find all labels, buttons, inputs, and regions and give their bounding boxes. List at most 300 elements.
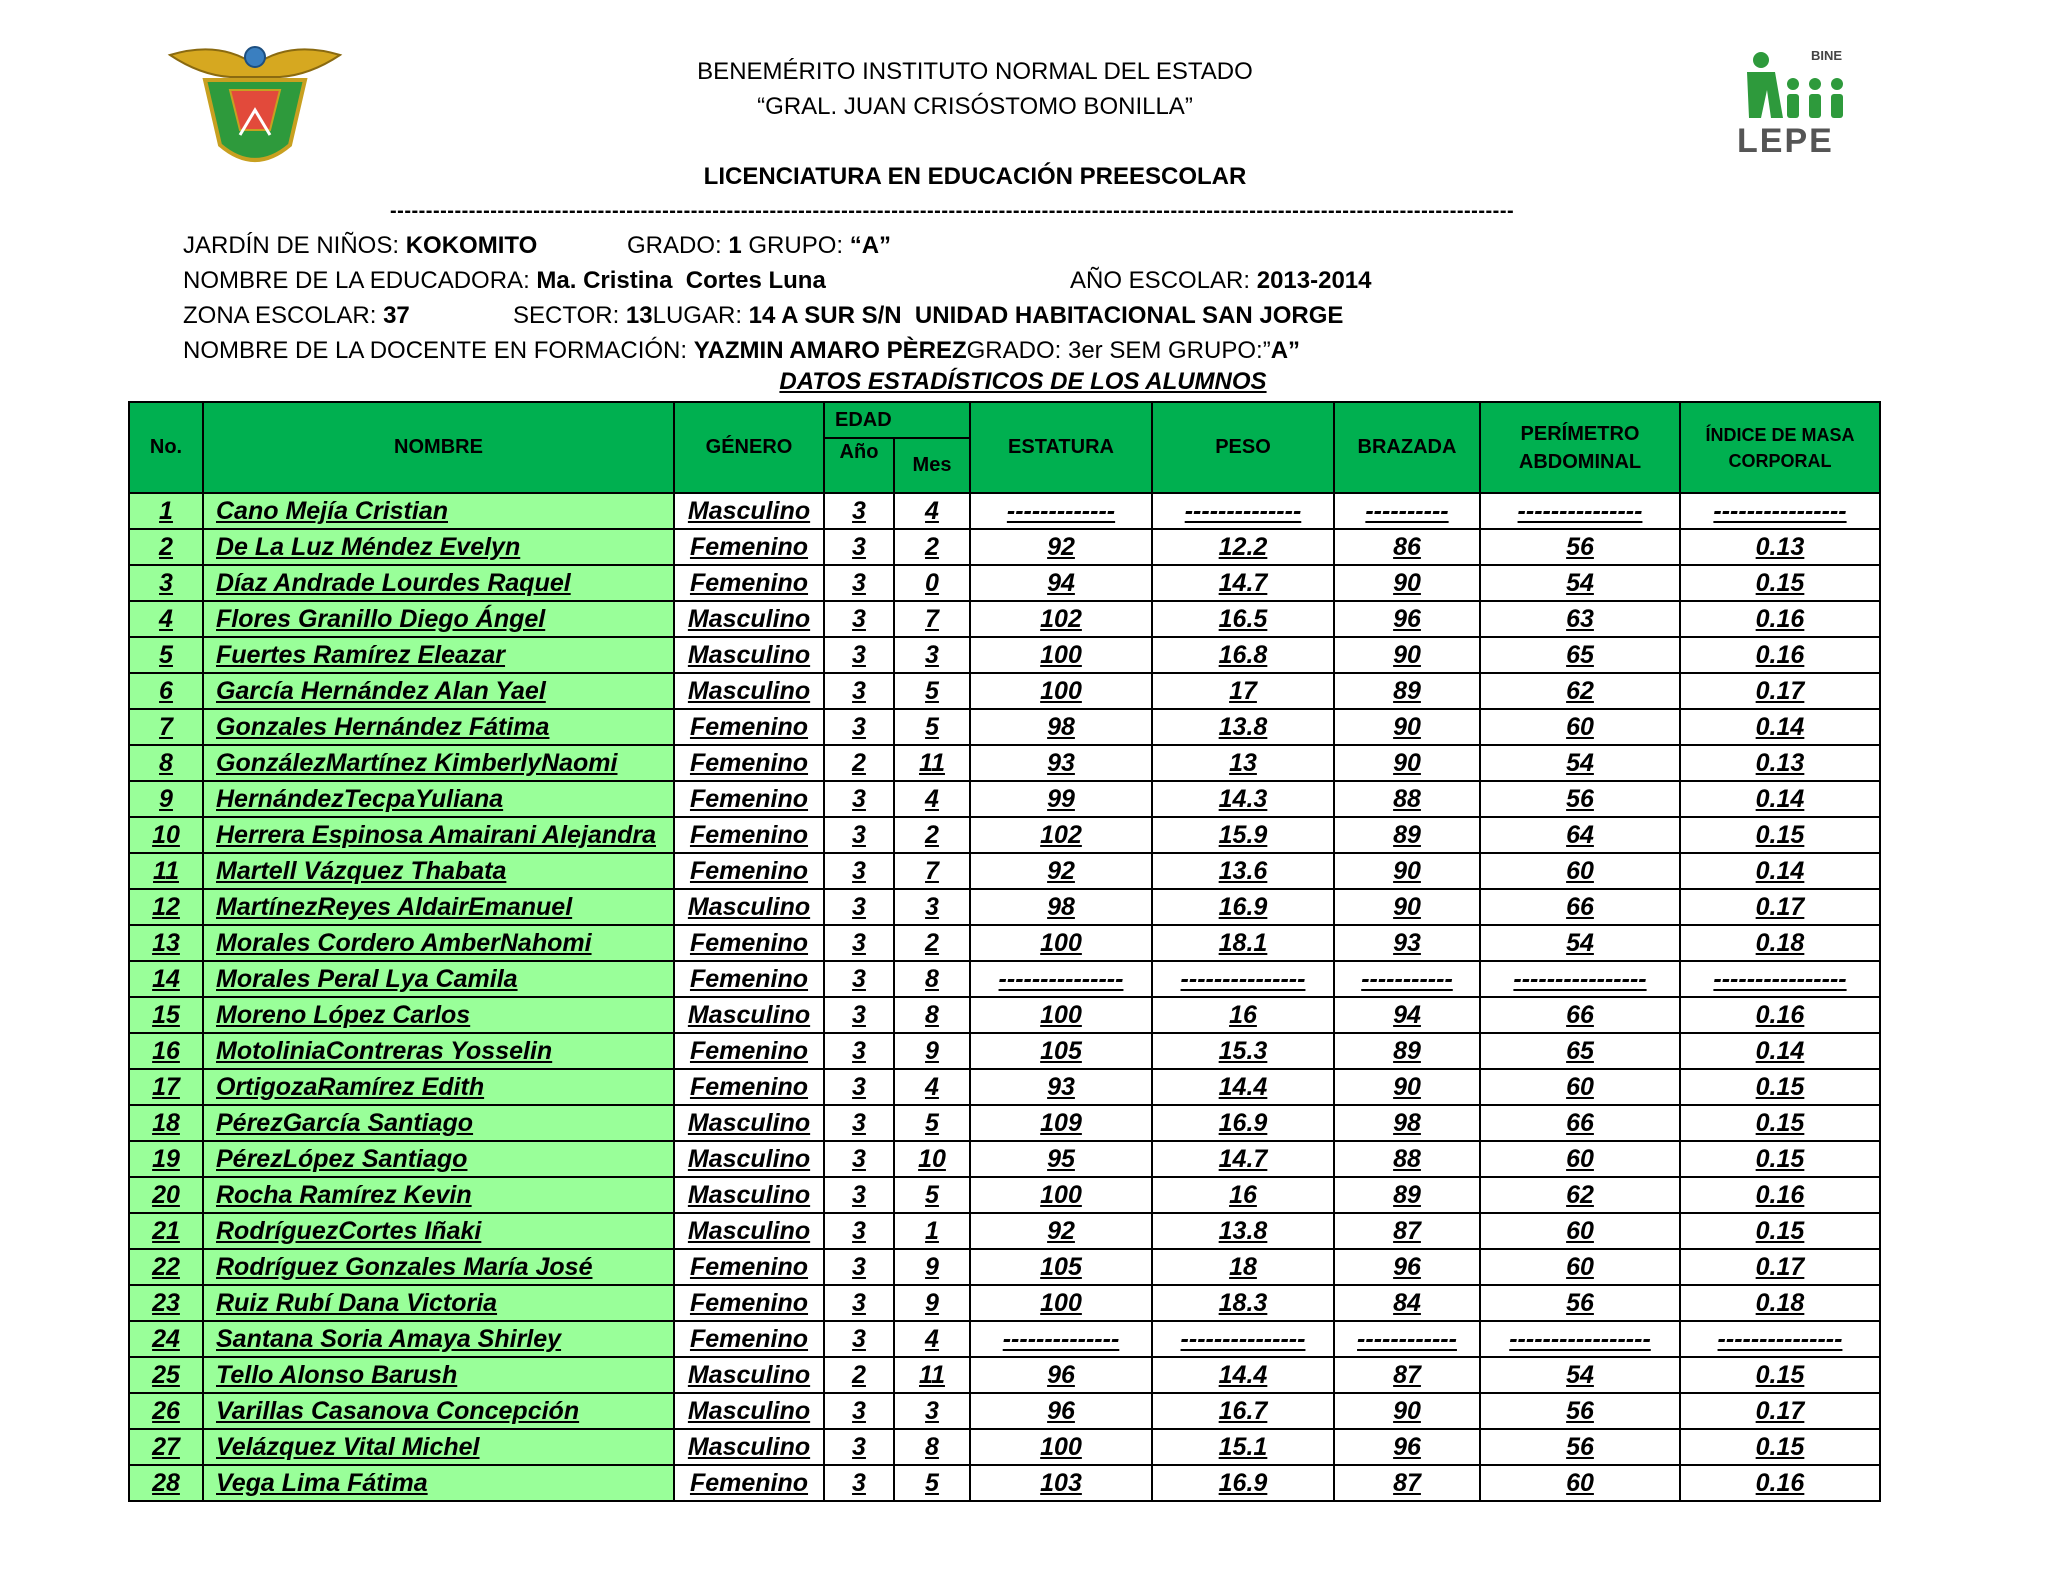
cell-peso: 15.9 [1152, 817, 1334, 853]
header-imc [1680, 402, 1880, 493]
cell-perimetro: 62 [1480, 1177, 1680, 1213]
cell-estatura: 105 [970, 1249, 1152, 1285]
cell-genero: Masculino [674, 1177, 824, 1213]
educadora-value: Ma. Cristina Cortes Luna [536, 267, 826, 294]
cell-anio: 3 [824, 925, 894, 961]
cell-estatura: ------------- [970, 493, 1152, 529]
cell-no: 4 [129, 601, 203, 637]
cell-perimetro: 60 [1480, 709, 1680, 745]
cell-mes: 7 [894, 601, 970, 637]
cell-estatura: 95 [970, 1141, 1152, 1177]
cell-anio: 3 [824, 781, 894, 817]
cell-perimetro: 60 [1480, 853, 1680, 889]
cell-imc: 0.15 [1680, 1141, 1880, 1177]
table-row [129, 673, 1880, 709]
cell-brazada: 88 [1334, 1141, 1480, 1177]
cell-mes: 5 [894, 1177, 970, 1213]
cell-nombre: Rodríguez Gonzales María José [203, 1249, 674, 1285]
cell-estatura: 100 [970, 925, 1152, 961]
cell-perimetro: 56 [1480, 1285, 1680, 1321]
cell-peso: 17 [1152, 673, 1334, 709]
cell-perimetro: 64 [1480, 817, 1680, 853]
info-line-kinder [183, 232, 537, 260]
lugar-label: LUGAR: [652, 302, 749, 329]
cell-peso: 16 [1152, 1177, 1334, 1213]
cell-anio: 3 [824, 565, 894, 601]
cell-peso: 14.4 [1152, 1069, 1334, 1105]
cell-no: 17 [129, 1069, 203, 1105]
cell-nombre: Flores Granillo Diego Ángel [203, 601, 674, 637]
students-table-body [129, 493, 1880, 1501]
cell-anio: 3 [824, 637, 894, 673]
header-nombre: NOMBRE [203, 402, 674, 493]
table-row [129, 1033, 1880, 1069]
cell-anio: 3 [824, 1141, 894, 1177]
cell-no: 23 [129, 1285, 203, 1321]
cell-brazada: 89 [1334, 1177, 1480, 1213]
info-line-anio [1070, 267, 1372, 295]
cell-peso: 13 [1152, 745, 1334, 781]
cell-mes: 11 [894, 745, 970, 781]
table-title: DATOS ESTADÍSTICOS DE LOS ALUMNOS [779, 368, 1267, 395]
cell-estatura: 105 [970, 1033, 1152, 1069]
cell-brazada: 87 [1334, 1213, 1480, 1249]
grupo-value: “A” [849, 232, 892, 259]
cell-brazada: 90 [1334, 1069, 1480, 1105]
cell-anio: 2 [824, 1357, 894, 1393]
zona-label: ZONA ESCOLAR: [183, 302, 384, 329]
cell-genero: Masculino [674, 1105, 824, 1141]
cell-no: 6 [129, 673, 203, 709]
cell-imc: 0.15 [1680, 1357, 1880, 1393]
cell-nombre: García Hernández Alan Yael [203, 673, 674, 709]
cell-imc: 0.18 [1680, 925, 1880, 961]
cell-no: 8 [129, 745, 203, 781]
cell-anio: 3 [824, 1213, 894, 1249]
cell-anio: 3 [824, 1321, 894, 1357]
cell-mes: 4 [894, 781, 970, 817]
cell-mes: 9 [894, 1249, 970, 1285]
table-row [129, 1321, 1880, 1357]
table-row [129, 1069, 1880, 1105]
cell-genero: Masculino [674, 673, 824, 709]
cell-imc: 0.15 [1680, 1213, 1880, 1249]
cell-peso: 18 [1152, 1249, 1334, 1285]
cell-genero: Femenino [674, 1069, 824, 1105]
cell-brazada: 89 [1334, 817, 1480, 853]
cell-anio: 3 [824, 601, 894, 637]
cell-nombre: Ruiz Rubí Dana Victoria [203, 1285, 674, 1321]
cell-anio: 3 [824, 1429, 894, 1465]
cell-nombre: Gonzales Hernández Fátima [203, 709, 674, 745]
institution-name: BENEMÉRITO INSTITUTO NORMAL DEL ESTADO [697, 58, 1253, 85]
cell-estatura: 93 [970, 745, 1152, 781]
cell-estatura: 92 [970, 1213, 1152, 1249]
table-row [129, 1141, 1880, 1177]
cell-imc: 0.14 [1680, 781, 1880, 817]
cell-brazada: 89 [1334, 1033, 1480, 1069]
cell-nombre: HernándezTecpaYuliana [203, 781, 674, 817]
cell-imc: 0.14 [1680, 709, 1880, 745]
cell-mes: 2 [894, 529, 970, 565]
cell-peso: 16.8 [1152, 637, 1334, 673]
cell-peso: 12.2 [1152, 529, 1334, 565]
cell-peso: --------------- [1152, 961, 1334, 997]
cell-perimetro: 56 [1480, 529, 1680, 565]
cell-peso: 16.9 [1152, 1465, 1334, 1501]
table-row [129, 493, 1880, 529]
cell-estatura: 100 [970, 1285, 1152, 1321]
cell-estatura: 92 [970, 853, 1152, 889]
header-no: No. [129, 402, 203, 493]
cell-imc: --------------- [1680, 1321, 1880, 1357]
table-row [129, 745, 1880, 781]
cell-genero: Femenino [674, 961, 824, 997]
cell-no: 16 [129, 1033, 203, 1069]
cell-brazada: 94 [1334, 997, 1480, 1033]
cell-imc: 0.17 [1680, 889, 1880, 925]
anio-value: 2013-2014 [1256, 267, 1372, 294]
cell-genero: Masculino [674, 493, 824, 529]
cell-brazada: ------------ [1334, 1321, 1480, 1357]
header-imc-line1: ÍNDICE DE MASA [1705, 424, 1855, 445]
cell-nombre: PérezLópez Santiago [203, 1141, 674, 1177]
cell-imc: 0.14 [1680, 1033, 1880, 1069]
cell-nombre: Cano Mejía Cristian [203, 493, 674, 529]
cell-perimetro: 66 [1480, 1105, 1680, 1141]
cell-perimetro: 60 [1480, 1069, 1680, 1105]
cell-genero: Femenino [674, 1285, 824, 1321]
cell-estatura: --------------- [970, 961, 1152, 997]
cell-perimetro: 60 [1480, 1465, 1680, 1501]
cell-mes: 2 [894, 817, 970, 853]
zona-value: 37 [383, 302, 410, 329]
cell-anio: 3 [824, 997, 894, 1033]
cell-genero: Masculino [674, 889, 824, 925]
cell-imc: 0.16 [1680, 1177, 1880, 1213]
cell-no: 11 [129, 853, 203, 889]
cell-anio: 3 [824, 709, 894, 745]
cell-brazada: 90 [1334, 745, 1480, 781]
cell-anio: 3 [824, 1249, 894, 1285]
cell-peso: -------------- [1152, 493, 1334, 529]
cell-perimetro: 66 [1480, 889, 1680, 925]
docente-value: YAZMIN AMARO PÈREZ [693, 337, 967, 364]
cell-genero: Femenino [674, 529, 824, 565]
cell-genero: Femenino [674, 1249, 824, 1285]
cell-peso: --------------- [1152, 1321, 1334, 1357]
cell-genero: Femenino [674, 565, 824, 601]
cell-nombre: Moreno López Carlos [203, 997, 674, 1033]
cell-mes: 8 [894, 961, 970, 997]
cell-peso: 14.4 [1152, 1357, 1334, 1393]
cell-no: 15 [129, 997, 203, 1033]
table-row [129, 817, 1880, 853]
cell-brazada: 89 [1334, 673, 1480, 709]
cell-imc: 0.17 [1680, 1393, 1880, 1429]
cell-peso: 16.9 [1152, 1105, 1334, 1141]
cell-mes: 3 [894, 637, 970, 673]
cell-anio: 3 [824, 1465, 894, 1501]
cell-nombre: Martell Vázquez Thabata [203, 853, 674, 889]
sector-value: 13 [625, 302, 653, 329]
cell-brazada: 86 [1334, 529, 1480, 565]
cell-no: 25 [129, 1357, 203, 1393]
lepe-logo-bottom-text: LEPE [1737, 122, 1834, 160]
lugar-value: 14 A SUR S/N UNIDAD HABITACIONAL SAN JORGE [748, 302, 1344, 329]
header-edad: EDAD [824, 402, 970, 438]
cell-estatura: 109 [970, 1105, 1152, 1141]
cell-mes: 10 [894, 1141, 970, 1177]
cell-nombre: Tello Alonso Barush [203, 1357, 674, 1393]
header-mes: Mes [894, 438, 970, 493]
cell-peso: 16.5 [1152, 601, 1334, 637]
table-row [129, 925, 1880, 961]
grado-label: GRADO: [627, 232, 729, 259]
grado-value: 1 [728, 232, 742, 259]
cell-peso: 13.8 [1152, 1213, 1334, 1249]
table-row [129, 709, 1880, 745]
cell-anio: 3 [824, 1033, 894, 1069]
cell-peso: 15.3 [1152, 1033, 1334, 1069]
table-row [129, 1465, 1880, 1501]
cell-no: 12 [129, 889, 203, 925]
cell-nombre: Varillas Casanova Concepción [203, 1393, 674, 1429]
table-row [129, 637, 1880, 673]
header-imc-line2: CORPORAL [1728, 450, 1832, 471]
info-line-educadora [183, 267, 826, 295]
cell-nombre: Fuertes Ramírez Eleazar [203, 637, 674, 673]
table-row [129, 601, 1880, 637]
cell-mes: 8 [894, 1429, 970, 1465]
cell-estatura: 100 [970, 637, 1152, 673]
cell-genero: Femenino [674, 781, 824, 817]
cell-peso: 13.6 [1152, 853, 1334, 889]
cell-imc: 0.18 [1680, 1285, 1880, 1321]
cell-imc: 0.15 [1680, 817, 1880, 853]
docente-grupo: A” [1270, 337, 1301, 364]
kinder-value: KOKOMITO [405, 232, 538, 259]
cell-anio: 3 [824, 673, 894, 709]
cell-nombre: Vega Lima Fátima [203, 1465, 674, 1501]
cell-peso: 14.3 [1152, 781, 1334, 817]
table-row [129, 961, 1880, 997]
students-table [128, 401, 1881, 1502]
header-anio: Año [824, 438, 894, 493]
cell-mes: 9 [894, 1033, 970, 1069]
cell-perimetro: 60 [1480, 1213, 1680, 1249]
cell-genero: Masculino [674, 1429, 824, 1465]
cell-no: 13 [129, 925, 203, 961]
cell-mes: 5 [894, 673, 970, 709]
cell-nombre: RodríguezCortes Iñaki [203, 1213, 674, 1249]
cell-nombre: Morales Peral Lya Camila [203, 961, 674, 997]
cell-brazada: 96 [1334, 1429, 1480, 1465]
cell-perimetro: 56 [1480, 781, 1680, 817]
sector-label: SECTOR: [513, 302, 626, 329]
cell-genero: Femenino [674, 1321, 824, 1357]
cell-genero: Masculino [674, 1357, 824, 1393]
cell-estatura: 99 [970, 781, 1152, 817]
cell-brazada: 90 [1334, 637, 1480, 673]
cell-mes: 5 [894, 1105, 970, 1141]
cell-no: 14 [129, 961, 203, 997]
cell-anio: 3 [824, 1105, 894, 1141]
cell-mes: 9 [894, 1285, 970, 1321]
cell-mes: 4 [894, 1321, 970, 1357]
table-row [129, 853, 1880, 889]
cell-nombre: Rocha Ramírez Kevin [203, 1177, 674, 1213]
cell-no: 19 [129, 1141, 203, 1177]
cell-estatura: 96 [970, 1357, 1152, 1393]
cell-anio: 3 [824, 1393, 894, 1429]
header-perimetro-line1: PERÍMETRO [1520, 422, 1640, 445]
cell-brazada: 90 [1334, 565, 1480, 601]
cell-anio: 3 [824, 1285, 894, 1321]
cell-nombre: OrtigozaRamírez Edith [203, 1069, 674, 1105]
cell-genero: Femenino [674, 817, 824, 853]
table-row [129, 529, 1880, 565]
cell-brazada: ----------- [1334, 961, 1480, 997]
cell-brazada: 98 [1334, 1105, 1480, 1141]
table-row [129, 1213, 1880, 1249]
cell-anio: 3 [824, 961, 894, 997]
cell-perimetro: 63 [1480, 601, 1680, 637]
cell-peso: 16 [1152, 997, 1334, 1033]
cell-peso: 18.3 [1152, 1285, 1334, 1321]
cell-perimetro: 60 [1480, 1249, 1680, 1285]
cell-imc: 0.15 [1680, 565, 1880, 601]
cell-imc: 0.17 [1680, 673, 1880, 709]
cell-genero: Femenino [674, 709, 824, 745]
cell-mes: 3 [894, 1393, 970, 1429]
cell-mes: 7 [894, 853, 970, 889]
cell-imc: 0.16 [1680, 637, 1880, 673]
cell-no: 26 [129, 1393, 203, 1429]
info-line-sector [513, 302, 1343, 330]
cell-genero: Femenino [674, 1033, 824, 1069]
cell-brazada: 96 [1334, 601, 1480, 637]
cell-no: 2 [129, 529, 203, 565]
docente-label: NOMBRE DE LA DOCENTE EN FORMACIÓN: [183, 337, 694, 364]
cell-estatura: 92 [970, 529, 1152, 565]
cell-perimetro: --------------- [1480, 493, 1680, 529]
institution-subname: “GRAL. JUAN CRISÓSTOMO BONILLA” [757, 93, 1193, 120]
cell-genero: Masculino [674, 1393, 824, 1429]
table-row [129, 997, 1880, 1033]
table-row [129, 1177, 1880, 1213]
table-row [129, 565, 1880, 601]
cell-perimetro: 65 [1480, 1033, 1680, 1069]
cell-brazada: 96 [1334, 1249, 1480, 1285]
cell-anio: 3 [824, 1177, 894, 1213]
cell-imc: 0.13 [1680, 745, 1880, 781]
cell-perimetro: 66 [1480, 997, 1680, 1033]
header-perimetro-line2: ABDOMINAL [1518, 450, 1642, 473]
cell-no: 28 [129, 1465, 203, 1501]
docente-grado: GRADO: 3er SEM GRUPO:” [966, 337, 1271, 364]
cell-peso: 16.9 [1152, 889, 1334, 925]
cell-anio: 3 [824, 817, 894, 853]
cell-brazada: 88 [1334, 781, 1480, 817]
cell-imc: 0.14 [1680, 853, 1880, 889]
cell-estatura: 102 [970, 817, 1152, 853]
table-row [129, 889, 1880, 925]
cell-estatura: 98 [970, 889, 1152, 925]
cell-genero: Femenino [674, 1465, 824, 1501]
cell-estatura: 100 [970, 673, 1152, 709]
cell-no: 20 [129, 1177, 203, 1213]
cell-brazada: 90 [1334, 1393, 1480, 1429]
cell-perimetro: 56 [1480, 1429, 1680, 1465]
grupo-label: GRUPO: [748, 232, 850, 259]
cell-imc: 0.17 [1680, 1249, 1880, 1285]
header-genero: GÉNERO [674, 402, 824, 493]
cell-brazada: ---------- [1334, 493, 1480, 529]
cell-estatura: 100 [970, 1429, 1152, 1465]
table-row [129, 1429, 1880, 1465]
cell-perimetro: 54 [1480, 1357, 1680, 1393]
cell-perimetro: 54 [1480, 925, 1680, 961]
cell-mes: 1 [894, 1213, 970, 1249]
cell-perimetro: 56 [1480, 1393, 1680, 1429]
cell-no: 27 [129, 1429, 203, 1465]
cell-brazada: 90 [1334, 853, 1480, 889]
cell-imc: 0.15 [1680, 1069, 1880, 1105]
cell-no: 24 [129, 1321, 203, 1357]
cell-peso: 14.7 [1152, 565, 1334, 601]
cell-estatura: 96 [970, 1393, 1152, 1429]
cell-mes: 4 [894, 1069, 970, 1105]
cell-brazada: 90 [1334, 889, 1480, 925]
cell-estatura: 93 [970, 1069, 1152, 1105]
lepe-logo-top-text: BINE [1811, 48, 1843, 63]
cell-nombre: PérezGarcía Santiago [203, 1105, 674, 1141]
cell-perimetro: 54 [1480, 745, 1680, 781]
cell-anio: 3 [824, 1069, 894, 1105]
header-estatura: ESTATURA [970, 402, 1152, 493]
cell-brazada: 87 [1334, 1357, 1480, 1393]
educadora-label: NOMBRE DE LA EDUCADORA: [183, 267, 537, 294]
cell-anio: 2 [824, 745, 894, 781]
cell-no: 21 [129, 1213, 203, 1249]
cell-nombre: MartínezReyes AldairEmanuel [203, 889, 674, 925]
cell-estatura: 98 [970, 709, 1152, 745]
header-brazada: BRAZADA [1334, 402, 1480, 493]
cell-estatura: 102 [970, 601, 1152, 637]
cell-nombre: Velázquez Vital Michel [203, 1429, 674, 1465]
cell-nombre: MotoliniaContreras Yosselin [203, 1033, 674, 1069]
table-row [129, 1357, 1880, 1393]
cell-mes: 5 [894, 709, 970, 745]
cell-mes: 11 [894, 1357, 970, 1393]
cell-estatura: 103 [970, 1465, 1152, 1501]
cell-peso: 16.7 [1152, 1393, 1334, 1429]
table-row [129, 781, 1880, 817]
cell-imc: 0.16 [1680, 1465, 1880, 1501]
cell-no: 9 [129, 781, 203, 817]
cell-perimetro: ---------------- [1480, 961, 1680, 997]
cell-genero: Masculino [674, 601, 824, 637]
cell-genero: Femenino [674, 745, 824, 781]
cell-brazada: 87 [1334, 1465, 1480, 1501]
info-line-zona [183, 302, 410, 330]
cell-nombre: GonzálezMartínez KimberlyNaomi [203, 745, 674, 781]
cell-no: 7 [129, 709, 203, 745]
cell-anio: 3 [824, 853, 894, 889]
cell-nombre: De La Luz Méndez Evelyn [203, 529, 674, 565]
cell-imc: 0.16 [1680, 601, 1880, 637]
